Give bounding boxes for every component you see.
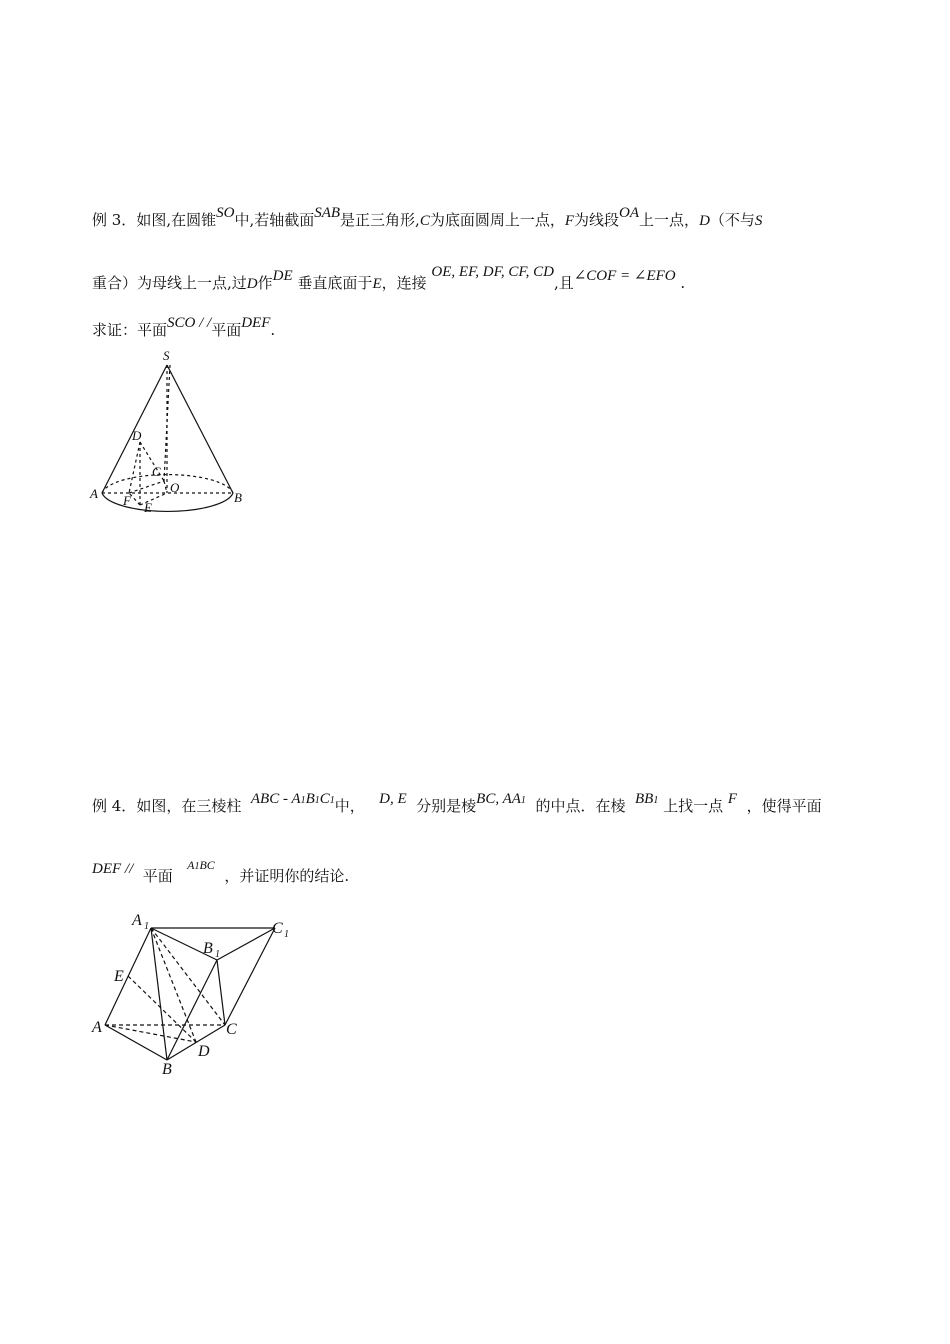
edge-B1C: [217, 960, 225, 1025]
label-D: D: [132, 428, 142, 443]
text: 重合）为母线上一点,过: [92, 274, 247, 292]
label-E: E: [144, 500, 152, 515]
text: 平面: [142, 867, 173, 885]
segment-ED: [128, 976, 196, 1042]
math: DEF //: [92, 861, 134, 877]
math: F: [727, 791, 738, 807]
math: S: [754, 213, 763, 229]
math: SAB: [314, 205, 341, 221]
edge-CC1: [225, 928, 275, 1025]
text: 作: [257, 274, 273, 292]
label-S: S: [163, 348, 170, 363]
label-B1: B: [203, 940, 213, 957]
cone-edge-SB: [167, 365, 233, 493]
base-front-arc: [102, 493, 233, 511]
math: A1BC: [187, 858, 215, 872]
label-O: O: [170, 480, 180, 495]
math: BC, AA1: [476, 791, 526, 807]
label-C: C: [152, 464, 161, 479]
text: 求证：平面: [92, 321, 168, 339]
segment-DF: [129, 442, 140, 493]
text: 是正三角形,: [340, 211, 420, 229]
example4-label: 例 4．: [92, 797, 137, 815]
math: SCO / /: [167, 315, 212, 331]
segment-FC: [129, 481, 164, 493]
label-A1-sub: 1: [144, 921, 149, 932]
example4-line2: [92, 858, 350, 889]
math: D, E: [379, 791, 407, 807]
text: 的中点．在棱: [535, 797, 626, 815]
text: ,且: [553, 274, 574, 292]
math: BB1: [635, 791, 659, 807]
text: .: [270, 321, 276, 339]
text: 中,若轴截面: [234, 211, 315, 229]
math: C: [419, 213, 430, 229]
math: DEF: [241, 315, 271, 331]
label-C1: C: [272, 920, 283, 937]
math: F: [564, 213, 575, 229]
segment-AD: [105, 1025, 196, 1042]
math: ∠COF = ∠EFO: [573, 268, 676, 284]
label-C1-sub: 1: [284, 929, 289, 940]
text: 垂直底面于: [297, 274, 373, 292]
text: 上找一点: [663, 797, 724, 815]
math: D: [246, 276, 258, 292]
text: ，连接: [381, 274, 427, 292]
text: .: [680, 274, 686, 292]
math: OE, EF, DF, CF, CD: [431, 264, 554, 280]
text: 为线段: [574, 211, 620, 229]
text: （不与: [709, 211, 755, 229]
text: 平面: [211, 321, 242, 339]
math: DE: [272, 268, 293, 284]
segment-A1C: [151, 928, 225, 1025]
text: ，并证明你的结论.: [224, 867, 350, 885]
text: 如图，在三棱柱: [136, 797, 242, 815]
math: ABC - A1B1C1: [250, 791, 335, 807]
label-B: B: [162, 1061, 172, 1078]
math: OA: [619, 205, 640, 221]
text: ，使得平面: [746, 797, 822, 815]
text: 为底面圆周上一点，: [429, 211, 565, 229]
text: 分别是棱: [416, 797, 477, 815]
cone-figure: [88, 345, 258, 520]
example3-line3: [92, 315, 276, 341]
label-A: A: [92, 1019, 102, 1036]
text: 上一点，: [639, 211, 700, 229]
example4-line1: [92, 791, 822, 819]
label-A1: A: [132, 912, 142, 929]
example3-line2: [92, 264, 686, 294]
label-F: F: [123, 493, 131, 508]
example3-line1: [92, 205, 763, 231]
math: D: [699, 213, 710, 229]
text: 中，: [334, 797, 365, 815]
math: E: [372, 276, 382, 292]
label-E: E: [114, 968, 124, 985]
label-C: C: [226, 1021, 237, 1038]
text: 如图,在圆锥: [136, 211, 217, 229]
math: SO: [216, 205, 235, 221]
label-B: B: [234, 490, 242, 505]
example3-label: 例 3．: [92, 211, 137, 229]
base-back-arc: [102, 475, 233, 493]
label-D: D: [198, 1043, 210, 1060]
label-B1-sub: 1: [215, 949, 220, 960]
prism-figure: [88, 905, 303, 1080]
label-A: A: [90, 486, 98, 501]
